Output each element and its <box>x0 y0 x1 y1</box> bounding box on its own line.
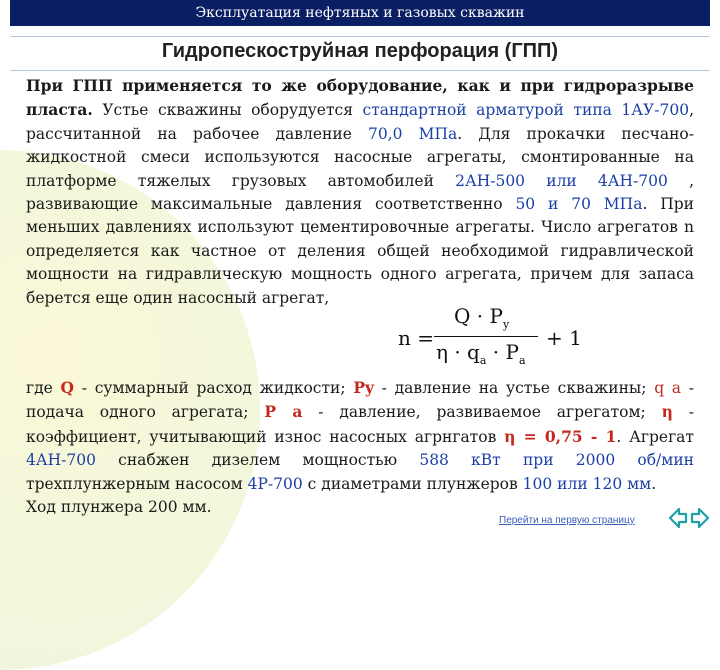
slide-navigation <box>668 506 712 530</box>
highlight-pump-models: 2АН-500 или 4АН-700 <box>455 171 668 190</box>
denominator-text-b: · P <box>486 340 519 364</box>
denominator-sub-b: a <box>518 354 526 367</box>
header-banner <box>10 0 710 26</box>
text-segment: . Агрегат <box>616 427 694 446</box>
text-segment: . <box>651 474 657 493</box>
highlight-pressure: 70,0 МПа <box>367 124 458 143</box>
formula-fraction <box>434 302 540 370</box>
highlight-engine-power: 588 кВт при 2000 об/мин <box>419 451 694 470</box>
text-segment: . При меньших давлениях используют цементировочные агрегаты. Число агрегатов n определяется как частное от деления общей необходимой гидравлической мощности на гидравлическую мощность одного агрегата, причем для запаса берется еще один насосный агрегат, <box>26 195 694 307</box>
text-segment: - давление, развиваемое агрегатом; <box>302 403 662 422</box>
text-segment: трехплунжерным насосом <box>26 474 248 493</box>
eta-value: η = 0,75 - 1 <box>504 426 617 446</box>
divider-top <box>10 36 710 37</box>
formula-denominator <box>436 340 526 367</box>
divider-bottom <box>10 70 710 71</box>
text-segment: снабжен дизелем мощностью <box>95 451 420 470</box>
formula-lhs: n = <box>398 326 434 350</box>
highlight-unit-model: 4АН-700 <box>26 451 96 470</box>
denominator-sub-a: a <box>479 354 487 367</box>
text-segment: , рассчитанной на рабочее давление <box>26 101 694 143</box>
highlight-max-pressures: 50 и 70 МПа <box>515 195 643 214</box>
symbol-py: Py <box>353 378 374 397</box>
paragraph-equipment <box>26 74 694 310</box>
numerator-sub: y <box>502 318 510 331</box>
pump-count-formula <box>384 302 584 372</box>
formula-numerator <box>454 304 509 331</box>
highlight-plunger-diameters: 100 или 120 мм <box>522 474 652 493</box>
formula-plus-one: + 1 <box>546 326 582 350</box>
symbol-q: Q <box>60 378 75 397</box>
arrow-right-icon[interactable] <box>690 506 710 530</box>
text-segment: Устье скважины оборудуется <box>92 101 363 120</box>
numerator-text: Q · P <box>454 304 503 328</box>
paragraph-definitions <box>26 376 694 519</box>
text-segment: , развивающие максимальные давления соответственно <box>26 171 694 214</box>
highlight-arm-type: стандартной арматурой типа 1АУ-700 <box>362 101 690 120</box>
paragraph-lead: При ГПП применяется то же оборудование, как и при гидроразрыве пласта. <box>26 76 694 120</box>
text-segment: - коэффициент, учитывающий износ насосных агрнгатов <box>26 403 694 446</box>
text-segment: - подача одного агрегата; <box>26 379 695 422</box>
highlight-pump-model: 4Р-700 <box>247 474 303 493</box>
symbol-qa: q a <box>654 379 682 397</box>
denominator-text-a: η · q <box>436 340 480 364</box>
home-link[interactable]: Перейти на первую страницу <box>499 515 635 526</box>
text-segment: - суммарный расход жидкости; <box>74 379 354 397</box>
text-segment: - давление на устье скважины; <box>373 379 655 397</box>
text-segment: . Для прокачки песчано-жидкостной смеси используются насосные агрегаты, смонтированные на платформе тяжелых грузовых автомобилей <box>26 124 694 190</box>
arrow-left-icon[interactable] <box>668 506 688 530</box>
text-segment: с диаметрами плунжеров <box>302 474 523 493</box>
symbol-pa: P a <box>264 402 303 422</box>
text-segment: где <box>26 379 61 397</box>
plunger-stroke-line: Ход плунжера 200 мм. <box>26 498 212 517</box>
slide-title: Гидропескоструйная перфорация (ГПП) <box>161 40 559 62</box>
fraction-bar <box>434 336 538 337</box>
symbol-eta: η <box>661 402 673 422</box>
header-banner-text: Эксплуатация нефтяных и газовых скважин <box>195 5 525 21</box>
